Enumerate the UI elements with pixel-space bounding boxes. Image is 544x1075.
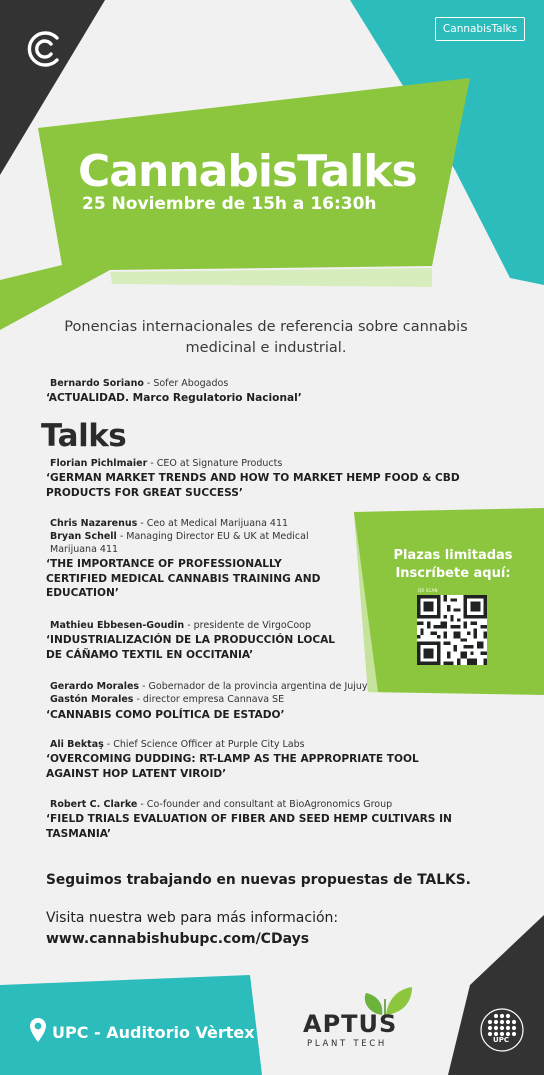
talk-title: ‘THE IMPORTANCE OF PROFESSIONALLY CERTIFIED MEDICAL CANNABIS TRAINING AND EDUCATION’ [46, 558, 321, 599]
speaker-role: - Ceo at Medical Marijuana 411 [137, 518, 289, 529]
hero-title: CannabisTalks [78, 146, 417, 197]
talk-title: ‘OVERCOMING DUDDING: RT-LAMP AS THE APPROPRIATE TOOL AGAINST HOP LATENT VIROID’ [46, 753, 419, 780]
speaker-line [50, 517, 288, 530]
intro-text: Ponencias internacionales de referencia sobre cannabis medicinal e industrial. [64, 319, 468, 356]
event-location: UPC - Auditorio Vèrtex [52, 1023, 255, 1042]
speaker-name: Bernardo Soriano [50, 378, 144, 389]
talk-title: ‘CANNABIS COMO POLÍTICA DE ESTADO’ [46, 709, 285, 721]
speaker-line [50, 693, 284, 706]
speaker-role: - director empresa Cannava SE [133, 694, 285, 705]
speaker-line [50, 680, 368, 693]
registration-cta [383, 547, 523, 583]
talk-title: ‘ACTUALIDAD. Marco Regulatorio Nacional’ [46, 392, 302, 404]
cannabistalks-badge: CannabisTalks [435, 17, 525, 41]
event-date: 25 Noviembre de 15h a 16:30h [82, 194, 377, 214]
speaker-name: Gerardo Morales [50, 681, 140, 692]
speaker-line [50, 738, 305, 751]
sponsor-logo: APTUS [303, 1010, 398, 1038]
cta-line-2: Inscríbete aquí: [395, 566, 511, 581]
speaker-role: - Managing Director EU & UK at Medical Marijuana 411 [50, 531, 309, 555]
speaker-role: - presidente de VirgoCoop [184, 620, 311, 631]
cta-line-1: Plazas limitadas [393, 548, 513, 563]
speaker-role: - Co-founder and consultant at BioAgronomics Group [137, 799, 393, 810]
speaker-role: - CEO at Signature Products [147, 458, 283, 469]
qr-label: QR SCAN [418, 588, 438, 593]
speaker-line [50, 530, 312, 556]
speaker-name: Robert C. Clarke [50, 799, 138, 810]
speaker-line [50, 619, 311, 632]
talks-heading: Talks [41, 418, 127, 454]
speaker-name: Ali Bektaş [50, 739, 104, 750]
talk-title: ‘INDUSTRIALIZACIÓN DE LA PRODUCCIÓN LOCAL DE CÁÑAMO TEXTIL EN OCCITANIA’ [46, 634, 336, 661]
talk-title: ‘GERMAN MARKET TRENDS AND HOW TO MARKET HEMP FOOD & CBD PRODUCTS FOR GREAT SUCCESS’ [46, 472, 460, 499]
registration-qr-code[interactable] [417, 595, 487, 665]
sponsor-tagline: PLANT TECH [307, 1039, 388, 1049]
cannabistalks-logo-icon [24, 28, 66, 70]
speaker-role: - Sofer Abogados [143, 378, 229, 389]
upc-logo-icon [480, 1008, 524, 1052]
speaker-role: - Gobernador de la provincia argentina de Jujuy [139, 681, 368, 692]
speaker-line [50, 798, 392, 811]
speaker-line [50, 457, 282, 470]
more-talks-note: Seguimos trabajando en nuevas propuestas de TALKS. [46, 872, 471, 888]
visit-text: Visita nuestra web para más información: [46, 910, 339, 926]
talk-title: ‘FIELD TRIALS EVALUATION OF FIBER AND SEED HEMP CULTIVARS IN TASMANIA’ [46, 813, 452, 840]
speaker-name: Florian Pichlmaier [50, 458, 148, 469]
speaker-name: Gastón Morales [50, 694, 134, 705]
speaker-name: Chris Nazarenus [50, 518, 138, 529]
speaker-line [50, 377, 228, 390]
location-pin-icon [29, 1017, 47, 1043]
upc-label: UPC [493, 1036, 509, 1044]
speaker-role: - Chief Science Officer at Purple City Labs [103, 739, 305, 750]
website-link[interactable]: www.cannabishubupc.com/CDays [46, 931, 310, 947]
speaker-name: Mathieu Ebbesen-Goudin [50, 620, 185, 631]
speaker-name: Bryan Schell [50, 531, 117, 542]
